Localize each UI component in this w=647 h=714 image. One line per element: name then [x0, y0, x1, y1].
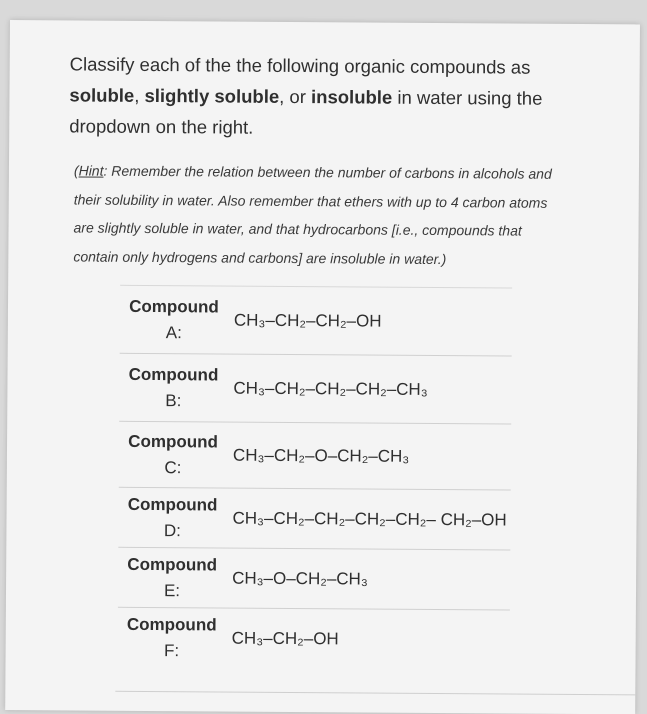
hint-label: Hint: [78, 162, 104, 179]
compound-label-e: Compound E:: [127, 554, 218, 600]
hint-body: : Remember the relation between the number of carbons in alcohols and their solubility in water. Also remember that ethers with up to 4 carbon atoms are slightly soluble in water, and that hydrocarbons [i.e., compounds that contain only hydrogens and carbons] are insoluble in water.): [73, 162, 552, 267]
compound-formula-e: CH₃–O–CH₂–CH₃: [232, 568, 368, 589]
compound-formula-c: CH₃–CH₂–O–CH₂–CH₃: [232, 445, 410, 466]
bottom-divider: [115, 691, 635, 696]
compound-label-d: Compound D:: [127, 494, 218, 540]
compound-formula-b: CH₃–CH₂–CH₂–CH₂–CH₃: [233, 378, 428, 399]
compound-label-a: Compound A:: [129, 296, 219, 342]
hint-text: (Hint: Remember the relation between the number of carbons in alcohols and their solubility in water. Also remember that ethers with up to 4 carbon atoms are slightly soluble in water, and that hydrocarbons [i.e., compounds that contain only hydrogens and carbons] are insoluble in water.): [73, 162, 552, 267]
compound-formula-a: CH₃–CH₂–CH₂–OH: [233, 310, 382, 331]
question-card: [5, 20, 640, 714]
compound-row-c: [119, 421, 511, 490]
compound-row-a: [120, 285, 512, 356]
compound-formula-d: CH₃–CH₂–CH₂–CH₂–CH₂– CH₂–OH: [232, 508, 507, 529]
compound-row-b: [119, 353, 511, 424]
option-slightly-soluble: slightly soluble: [144, 84, 280, 107]
compound-label-f: Compound F:: [126, 614, 217, 660]
compound-row-e: [118, 547, 510, 610]
compound-label-b: Compound B:: [128, 364, 219, 410]
question-part1: Classify each of the the following organic compounds as: [69, 53, 531, 78]
compound-label-c: Compound C:: [128, 431, 218, 477]
question-text: Classify each of the the following organic compounds as soluble, slightly soluble, or insoluble in water using the dropdown on the right.: [69, 53, 543, 138]
compound-row-f: [117, 607, 509, 670]
compound-table: [117, 285, 512, 670]
compound-formula-f: CH₃–CH₂–OH: [231, 628, 339, 648]
option-insoluble: insoluble: [310, 86, 393, 108]
compound-row-d: [118, 487, 510, 550]
option-soluble: soluble: [69, 84, 135, 106]
question-part2: in water using the dropdown on the right.: [69, 86, 543, 138]
